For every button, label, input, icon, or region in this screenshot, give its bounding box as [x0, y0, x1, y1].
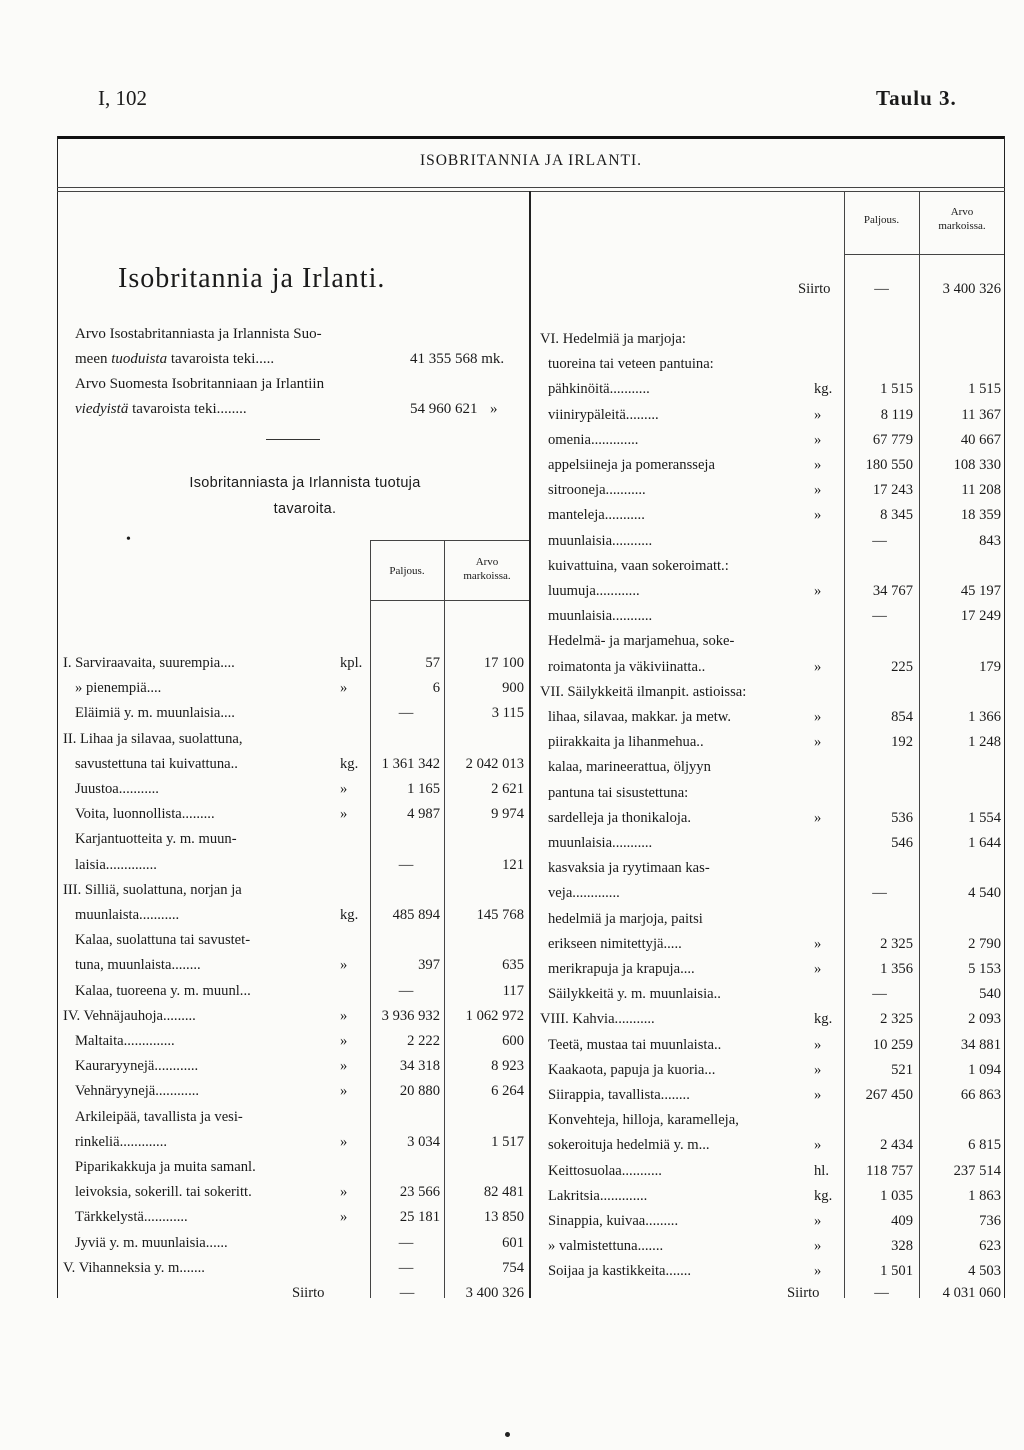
table-row-quantity: —: [398, 856, 414, 873]
table-row-value: 2 042 013: [465, 755, 524, 772]
table-row-label: Soijaa ja kastikkeita.......: [548, 1263, 692, 1280]
table-row-label: leivoksia, sokerill. tai sokeritt.: [75, 1184, 252, 1201]
table-row-unit: »: [814, 583, 822, 599]
table-row-value: 13 850: [483, 1209, 524, 1226]
right-quantity-rule: [844, 191, 845, 1298]
table-row-unit: »: [814, 406, 822, 423]
import-value: 41 355 568 mk.: [410, 351, 505, 367]
table-row-value: 2 093: [968, 1011, 1001, 1028]
right-header-bottom-rule: [844, 254, 1004, 255]
table-row-quantity: 6: [432, 680, 440, 697]
page-number: I, 102: [98, 86, 147, 110]
table-row-value: 1 644: [968, 835, 1001, 851]
table-row-label: laisia..............: [75, 856, 157, 873]
table-row-value: 1 248: [968, 734, 1001, 751]
table-banner: ISOBRITANNIA JA IRLANTI.: [419, 152, 643, 169]
right-header-top-rule: [844, 191, 1004, 192]
table-row-value: 540: [979, 986, 1001, 1003]
table-row-value: 1 094: [968, 1061, 1001, 1078]
table-row-label: muunlaisia...........: [548, 835, 653, 851]
table-row-unit: »: [814, 1137, 822, 1154]
table-row-quantity: 225: [891, 658, 913, 675]
table-row-quantity: 397: [418, 957, 440, 974]
table-row-label: tuna, muunlaista........: [75, 957, 201, 974]
table-row-value: 11 208: [961, 482, 1001, 499]
left-header-top-rule: [370, 540, 529, 541]
table-row-value: 17 100: [483, 655, 524, 671]
table-row-quantity: —: [398, 705, 414, 722]
table-row-value: 179: [979, 658, 1001, 675]
stray-dot-bottom: [505, 1432, 510, 1437]
table-row-label: pantuna tai sisustettuna:: [548, 784, 689, 801]
table-row-label: II. Lihaa ja silavaa, suolattuna,: [63, 730, 243, 747]
table-row-value: 843: [979, 532, 1001, 549]
stray-dot: •: [126, 532, 131, 547]
table-row-label: Eläimiä y. m. muunlaisia....: [75, 705, 235, 722]
table-row-value: 145 768: [476, 907, 524, 923]
table-row-value: 8 923: [491, 1058, 524, 1075]
left-value-rule: [444, 540, 445, 1298]
table-row-label: Siirappia, tavallista........: [548, 1087, 690, 1103]
table-row-label: Kalaa, suolattuna tai savustet-: [75, 932, 251, 949]
right-quantity-header: Paljous.: [863, 214, 900, 226]
table-row-label: omenia.............: [548, 431, 639, 448]
table-row-unit: »: [340, 1083, 348, 1100]
section-separator: [266, 439, 320, 440]
table-row-unit: »: [814, 734, 822, 751]
table-row-label: rinkeliä.............: [75, 1133, 168, 1150]
table-row-unit: »: [814, 658, 822, 675]
table-row-label: IV. Vehnäjauhoja.........: [63, 1007, 196, 1024]
table-row-value: 635: [502, 957, 524, 974]
table-row-value: 754: [502, 1259, 524, 1276]
table-row-value: 2 790: [968, 935, 1001, 952]
table-row-value: 736: [979, 1213, 1001, 1229]
table-row-unit: »: [340, 957, 348, 974]
table-row-value: 1 863: [968, 1187, 1001, 1204]
table-row-label: roimatonta ja väkiviinatta..: [548, 658, 706, 675]
table-row-value: 108 330: [953, 457, 1001, 473]
table-row-unit: »: [814, 1061, 822, 1078]
subtitle: Isobritanniasta ja Irlannista tuotuja tavaroita.: [189, 475, 421, 517]
table-row-label: kuivattuina, vaan sokeroimatt.:: [548, 557, 729, 574]
table-row-label: muunlaisia...........: [548, 608, 653, 625]
table-row-quantity: 2 222: [407, 1033, 440, 1049]
table-row-unit: »: [814, 709, 822, 725]
table-row-value: 600: [502, 1033, 524, 1049]
table-row-label: kasvaksia ja ryytimaan kas-: [548, 860, 710, 877]
table-row-label: Arkileipää, tavallista ja vesi-: [75, 1108, 243, 1125]
export-value: 54 960 621: [410, 401, 478, 417]
table-row-quantity: 1 501: [880, 1263, 913, 1280]
column-divider: [529, 191, 531, 1298]
left-total-quantity: —: [399, 1285, 415, 1301]
table-row-unit: »: [340, 1209, 348, 1226]
table-row-value: 117: [502, 982, 524, 999]
table-row-label: sokeroituja hedelmiä y. m...: [548, 1137, 710, 1154]
table-row-label: Teetä, mustaa tai muunlaista..: [548, 1036, 722, 1053]
table-row-value: 1 366: [968, 709, 1001, 725]
table-row-label: Piparikakkuja ja muita samanl.: [75, 1159, 256, 1175]
table-row-quantity: 536: [891, 809, 913, 826]
table-row-label: Konvehteja, hilloja, karamelleja,: [548, 1112, 739, 1129]
table-row-quantity: 409: [891, 1213, 913, 1229]
table-row-quantity: 25 181: [399, 1209, 440, 1226]
table-row-quantity: —: [872, 532, 887, 549]
table-row-label: Hedelmä- ja marjamehua, soke-: [548, 633, 735, 650]
table-row-value: 34 881: [960, 1036, 1001, 1053]
table-row-label: Maltaita..............: [75, 1033, 175, 1049]
table-row-label: VI. Hedelmiä ja marjoja:: [540, 331, 686, 347]
table-row-label: sardelleja ja thonikaloja.: [548, 809, 692, 826]
table-row-label: V. Vihanneksia y. m.......: [63, 1259, 205, 1276]
table-row-value: 18 359: [960, 507, 1001, 524]
left-quantity-header: Paljous.: [389, 565, 425, 577]
table-row-quantity: 17 243: [872, 482, 913, 499]
table-row-label: veja.............: [548, 885, 620, 902]
left-quantity-rule: [370, 540, 371, 1298]
table-row-quantity: 546: [891, 835, 913, 851]
table-row-label: VII. Säilykkeitä ilmanpit. astioissa:: [540, 683, 747, 700]
table-row-label: » valmistettuna.......: [548, 1238, 664, 1255]
table-row-value: 1 062 972: [465, 1007, 524, 1024]
table-row-label: sitrooneja...........: [548, 482, 646, 499]
table-row-unit: »: [814, 961, 822, 977]
table-row-quantity: 521: [891, 1061, 913, 1078]
table-row-quantity: 2 325: [880, 935, 913, 952]
table-row-label: muunlaisia...........: [548, 532, 653, 549]
table-row-quantity: 3 034: [407, 1133, 440, 1150]
table-row-label: appelsiineja ja pomeransseja: [548, 457, 715, 473]
table-row-quantity: —: [398, 982, 414, 999]
table-row-label: pähkinöitä...........: [548, 381, 650, 398]
table-row-quantity: 23 566: [399, 1184, 440, 1201]
table-row-value: 9 974: [491, 806, 524, 823]
right-value-header: Arvo markoissa.: [938, 206, 986, 232]
table-row-value: 121: [502, 856, 524, 873]
table-row-label: Säilykkeitä y. m. muunlaisia..: [548, 986, 721, 1003]
export-line-1: Arvo Suomesta Isobritanniaan ja Irlantiin: [75, 376, 325, 392]
table-row-unit: »: [340, 806, 348, 823]
table-row-label: savustettuna tai kuivattuna..: [75, 755, 238, 772]
right-total-value: 4 031 060: [942, 1285, 1001, 1301]
table-row-unit: »: [340, 781, 348, 797]
table-row-label: tuoreina tai veteen pantuina:: [548, 356, 714, 373]
table-row-label: viinirypäleitä.........: [548, 406, 659, 423]
table-row-label: Voita, luonnollista.........: [75, 806, 215, 823]
table-row-label: hedelmiä ja marjoja, paitsi: [548, 910, 703, 927]
table-row-quantity: —: [398, 1234, 414, 1251]
table-row-quantity: 192: [891, 734, 913, 751]
table-row-label: VIII. Kahvia...........: [540, 1011, 655, 1028]
table-row-value: 82 481: [483, 1184, 524, 1201]
right-value-rule: [919, 191, 920, 1298]
table-row-value: 4 503: [968, 1263, 1001, 1280]
table-row-quantity: 2 325: [880, 1011, 913, 1028]
table-row-label: erikseen nimitettyjä.....: [548, 935, 682, 952]
table-row-unit: »: [814, 1238, 822, 1255]
table-row-label: merikrapuja ja krapuja....: [548, 961, 695, 977]
table-row-value: 11 367: [961, 406, 1001, 423]
table-row-value: 40 667: [960, 431, 1001, 448]
table-row-label: Kauraryynejä............: [75, 1058, 199, 1075]
table-row-quantity: 118 757: [866, 1162, 913, 1179]
import-line-2: meen tuoduista tavaroista teki.....: [75, 351, 275, 367]
table-row-unit: kg.: [814, 1011, 833, 1028]
table-row-label: luumuja............: [548, 583, 640, 599]
table-row-quantity: 67 779: [872, 431, 913, 448]
table-row-quantity: —: [872, 885, 887, 902]
table-row-label: III. Silliä, suolattuna, norjan ja: [63, 881, 242, 898]
table-row-quantity: —: [872, 986, 887, 1003]
table-row-value: 17 249: [960, 608, 1001, 625]
banner-rule-1: [57, 187, 1005, 188]
table-row-label: muunlaista...........: [75, 907, 180, 923]
left-header-bottom-rule: [370, 600, 529, 601]
import-line-1: Arvo Isostabritanniasta ja Irlannista Suo-: [75, 326, 322, 342]
right-total-label: Siirto: [787, 1285, 820, 1301]
export-unit: »: [490, 401, 498, 417]
table-row-label: Sinappia, kuivaa.........: [548, 1213, 679, 1229]
table-row-quantity: 854: [891, 709, 913, 725]
table-number: Taulu 3.: [876, 86, 957, 110]
left-value-header: Arvo markoissa.: [463, 556, 511, 582]
table-row-value: 45 197: [960, 583, 1001, 599]
right-carry-quantity: —: [874, 281, 889, 297]
table-row-quantity: 1 515: [880, 381, 913, 398]
table-row-unit: »: [814, 1263, 822, 1280]
table-row-value: 6 264: [491, 1083, 524, 1100]
table-row-unit: kg.: [814, 1187, 833, 1204]
table-row-quantity: 1 356: [880, 961, 913, 977]
table-row-label: lihaa, silavaa, makkar. ja metw.: [548, 709, 732, 725]
table-row-quantity: 2 434: [880, 1137, 913, 1154]
table-row-quantity: 20 880: [399, 1083, 440, 1100]
right-total-quantity: —: [874, 1285, 889, 1301]
table-row-quantity: 34 318: [399, 1058, 440, 1075]
frame-left-rule: [57, 136, 58, 1298]
left-total-label: Siirto: [292, 1285, 325, 1301]
table-row-unit: »: [340, 1133, 348, 1150]
table-row-unit: »: [340, 1058, 348, 1075]
table-row-value: 3 115: [491, 705, 524, 722]
table-row-unit: »: [814, 809, 822, 826]
table-row-quantity: 180 550: [865, 457, 913, 473]
right-carry-value: 3 400 326: [942, 281, 1001, 297]
table-row-label: manteleja...........: [548, 507, 645, 524]
table-row-label: Juustoa...........: [75, 781, 159, 797]
table-row-label: I. Sarviraavaita, suurempia....: [63, 655, 235, 671]
table-row-quantity: —: [872, 608, 887, 625]
table-row-unit: »: [814, 935, 822, 952]
table-row-value: 6 815: [968, 1137, 1001, 1154]
table-row-label: Lakritsia.............: [548, 1187, 648, 1204]
table-row-unit: »: [340, 1184, 348, 1201]
table-row-label: » pienempiä....: [75, 680, 162, 697]
top-rule: [57, 136, 1005, 139]
table-row-value: 1 515: [968, 381, 1001, 398]
table-row-quantity: 1 165: [407, 781, 440, 797]
table-row-quantity: 485 894: [392, 907, 440, 923]
table-row-quantity: 10 259: [872, 1036, 913, 1053]
table-row-value: 1 517: [491, 1133, 524, 1150]
table-row-quantity: —: [398, 1259, 414, 1276]
table-row-unit: »: [814, 1087, 822, 1103]
table-row-unit: »: [814, 457, 822, 473]
table-row-quantity: 34 767: [872, 583, 913, 599]
table-row-unit: hl.: [814, 1162, 829, 1179]
table-row-label: kalaa, marineerattua, öljyyn: [548, 759, 711, 776]
table-row-quantity: 1 361 342: [381, 755, 440, 772]
section-title: Isobritannia ja Irlanti.: [118, 263, 386, 294]
table-row-label: Tärkkelystä............: [75, 1209, 188, 1226]
table-row-unit: »: [340, 680, 348, 697]
right-carry-label: Siirto: [798, 281, 831, 297]
table-row-quantity: 4 987: [407, 806, 440, 823]
table-row-quantity: 267 450: [865, 1087, 913, 1103]
table-row-value: 1 554: [968, 809, 1001, 826]
table-row-quantity: 328: [891, 1238, 913, 1255]
table-row-value: 2 621: [491, 781, 524, 797]
table-row-value: 5 153: [968, 961, 1001, 977]
table-row-quantity: 3 936 932: [381, 1007, 440, 1024]
table-row-unit: »: [340, 1033, 348, 1049]
table-row-unit: kg.: [340, 755, 359, 772]
table-row-value: 66 863: [960, 1087, 1001, 1103]
table-row-unit: »: [814, 507, 822, 524]
left-total-value: 3 400 326: [465, 1285, 524, 1301]
table-row-value: 623: [979, 1238, 1001, 1255]
table-row-unit: »: [340, 1007, 348, 1024]
table-row-quantity: 8 119: [880, 406, 913, 423]
table-row-unit: kg.: [340, 907, 359, 923]
table-row-label: Kaakaota, papuja ja kuoria...: [548, 1061, 716, 1078]
table-row-unit: »: [814, 1213, 822, 1229]
table-row-unit: »: [814, 431, 822, 448]
table-row-quantity: 8 345: [880, 507, 913, 524]
table-row-quantity: 1 035: [880, 1187, 913, 1204]
table-row-label: Keittosuolaa...........: [548, 1162, 662, 1179]
frame-right-rule: [1004, 136, 1005, 1298]
table-row-quantity: 57: [425, 655, 440, 671]
table-row-unit: »: [814, 1036, 822, 1053]
table-row-label: Jyviä y. m. muunlaisia......: [75, 1234, 228, 1251]
table-row-value: 900: [502, 680, 524, 697]
table-row-label: Kalaa, tuoreena y. m. muunl...: [75, 982, 251, 999]
table-row-unit: »: [814, 482, 822, 499]
table-row-value: 4 540: [968, 885, 1001, 902]
table-row-unit: kg.: [814, 381, 833, 398]
table-row-label: Karjantuotteita y. m. muun-: [75, 831, 237, 848]
table-row-value: 601: [502, 1234, 524, 1251]
table-row-label: piirakkaita ja lihanmehua..: [548, 734, 704, 751]
export-line-2: viedyistä tavaroista teki........: [75, 401, 247, 417]
table-row-value: 237 514: [953, 1162, 1001, 1179]
table-row-label: Vehnäryynejä............: [75, 1083, 200, 1100]
table-row-unit: kpl.: [340, 655, 363, 671]
